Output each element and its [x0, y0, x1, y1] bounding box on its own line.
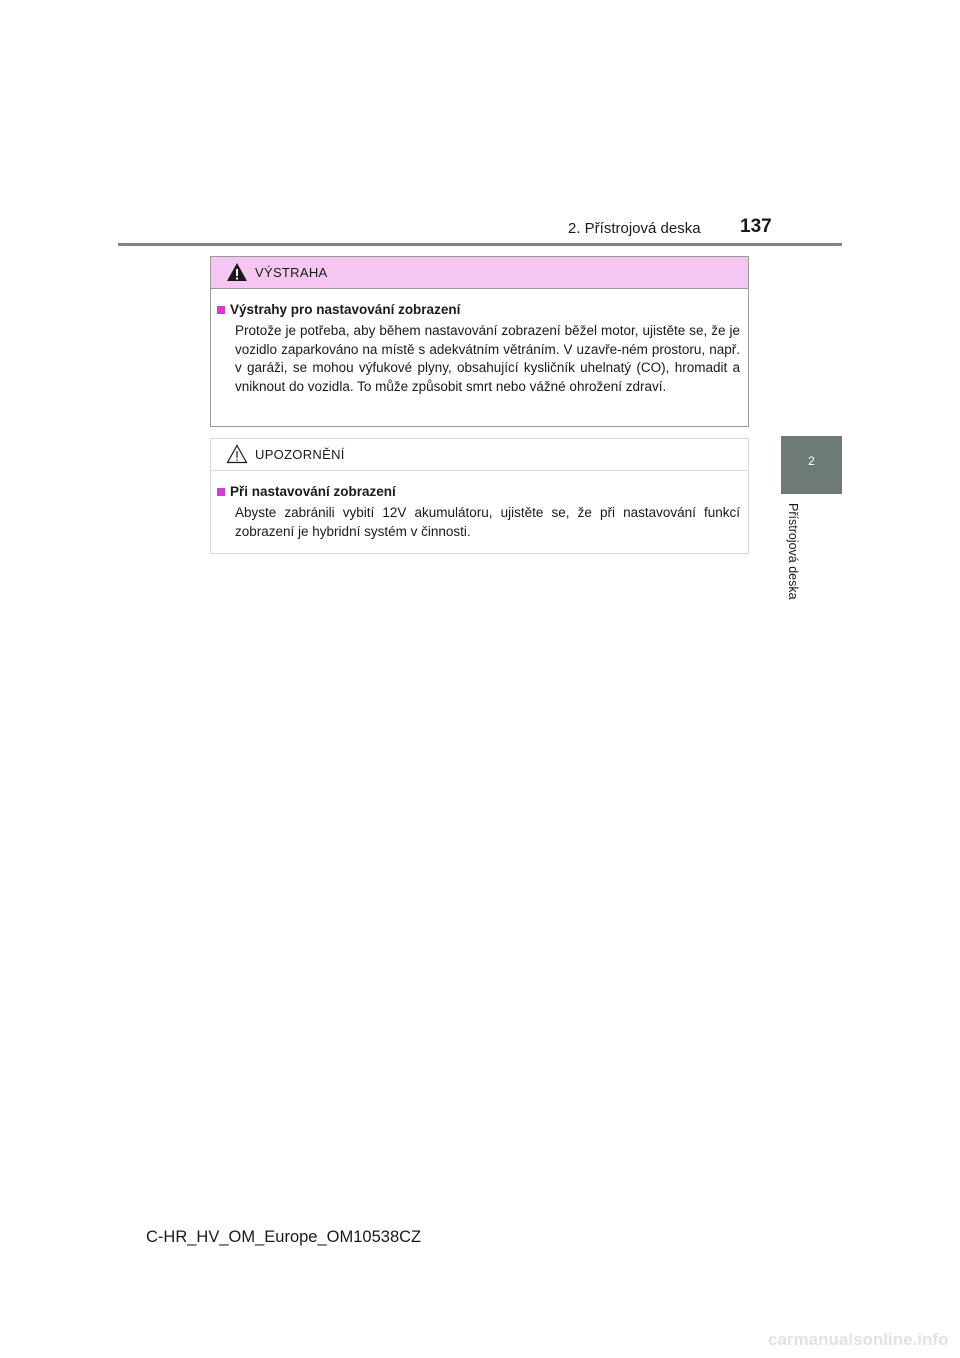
warning-box-body: [211, 289, 748, 396]
caution-box: [210, 438, 749, 554]
caution-heading: UPOZORNĚNÍ: [255, 447, 345, 462]
caution-triangle-icon: [226, 444, 248, 464]
chapter-label: Přístrojová deska: [786, 503, 800, 600]
header-section-title: 2. Přístrojová deska: [568, 220, 701, 237]
warning-item-text: Protože je potřeba, aby během nastavování zobrazení běžel motor, ujistěte se, že je vozidlo zaparkováno na místě s adekvátním větráním. V uzavře-ném prostoru, např. v garáži, se mohou výfukové plyny, obsahující kysličník uhelnatý (CO), hromadit a vniknout do vozidla. To může způsobit smrt nebo vážné ohrožení zdraví.: [235, 323, 740, 394]
chapter-number: 2: [808, 454, 815, 468]
watermark: carmanualsonline.info: [768, 1330, 949, 1349]
header-rule: [118, 243, 842, 246]
page-number: 137: [740, 216, 772, 237]
footer-doc-code: C-HR_HV_OM_Europe_OM10538CZ: [146, 1228, 422, 1246]
warning-box-header: [211, 257, 748, 289]
caution-item-text: Abyste zabránili vybití 12V akumulátoru, ujistěte se, že při nastavování funkcí zobrazení je hybridní systém v činnosti.: [235, 505, 740, 539]
warning-heading: VÝSTRAHA: [255, 265, 328, 280]
caution-box-body: [211, 471, 748, 541]
warning-box: [210, 256, 749, 427]
warning-triangle-icon: [226, 262, 248, 282]
caution-box-header: [211, 439, 748, 471]
caution-item-title: [217, 482, 740, 501]
caution-item-title-text: Při nastavování zobrazení: [230, 484, 396, 499]
bullet-square: [217, 306, 225, 314]
bullet-square: [217, 488, 225, 496]
warning-item-title-text: Výstrahy pro nastavování zobrazení: [230, 302, 461, 317]
warning-item-title: [217, 300, 740, 319]
chapter-tab: [781, 436, 842, 494]
